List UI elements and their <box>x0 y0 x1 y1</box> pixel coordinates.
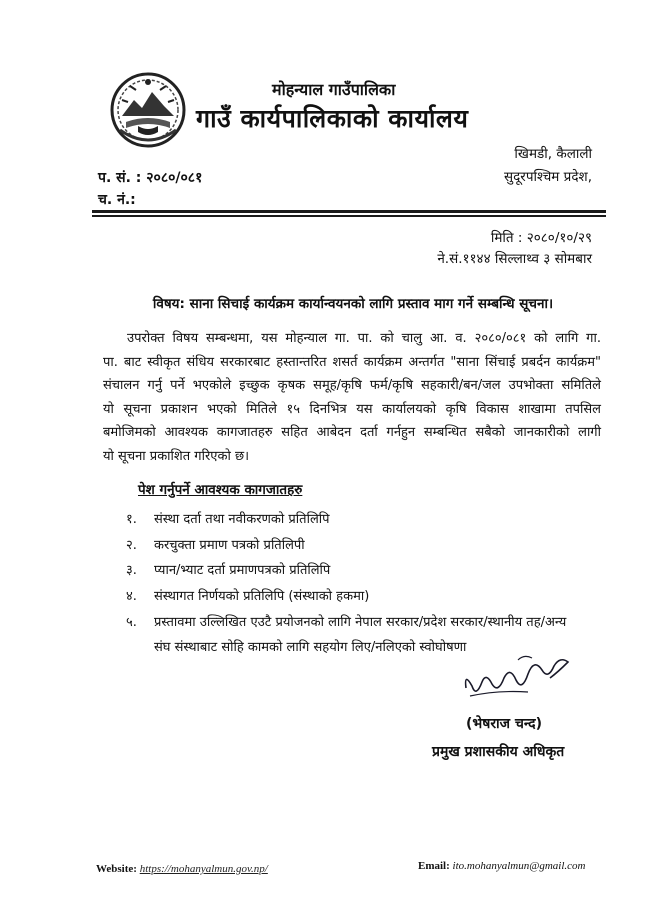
email-link[interactable]: ito.mohanyalmun@gmail.com <box>452 860 586 872</box>
website-label: Website: <box>96 863 137 875</box>
dispatch-number: च. नं.: <box>98 192 136 208</box>
requirement-item-continuation: संघ संस्थाबाट सोहि कामको लागि सहयोग लिए/नलिएको स्वोघोषणा <box>154 640 467 655</box>
requirement-item <box>126 612 566 630</box>
date-line: मिति : २०८०/१०/२९ <box>490 230 592 246</box>
body-line: पा. बाट स्वीकृत संधिय सरकारबाट हस्तान्तरित शसर्त कार्यक्रम अन्तर्गत "साना सिंचाई प्रबर्दन कार्यक्रम" <box>103 354 601 370</box>
item-text: संस्थागत निर्णयको प्रतिलिपि (संस्थाको हकमा) <box>154 589 370 604</box>
body-line: यो सूचना प्रकाशित गरिएको छ। <box>103 448 250 464</box>
address-line-2: सुदूरपश्चिम प्रदेश, <box>504 169 592 185</box>
nepal-emblem-icon <box>108 70 188 150</box>
body-line: यो सूचना प्रकाशन भएको मितिले १५ दिनभित्र यस कार्यालयको कृषि विकास शाखामा तपसिल <box>103 401 601 417</box>
body-line: बमोजिमको आवश्यक कागजातहरु सहित आबेदन दर्ता गर्नहुन सम्बन्धित सबैको जानकारीको लागी <box>103 425 601 440</box>
item-text: प्रस्तावमा उल्लिखित एउटै प्रयोजनको लागि नेपाल सरकार/प्रदेश सरकार/स्थानीय तह/अन्य <box>154 615 567 630</box>
org-name: मोहन्याल गाउँपालिका <box>272 80 396 99</box>
item-text: संस्था दर्ता तथा नवीकरणको प्रतिलिपि <box>154 512 330 527</box>
reference-number: प. सं. : २०८०/०८१ <box>98 170 203 186</box>
email-label: Email: <box>418 860 450 872</box>
item-number: १. <box>126 512 137 527</box>
item-number: ३. <box>126 563 137 578</box>
nepal-sambat-date-line: ने.सं.११४४ सिल्लाथ्व ३ सोमबार <box>437 251 592 267</box>
requirement-item <box>126 509 330 527</box>
footer-website <box>96 863 268 875</box>
address-line-1: खिमडी, कैलाली <box>514 146 592 162</box>
signatory-name: (भेषराज चन्द) <box>466 716 542 732</box>
subject-line: विषय: साना सिचाई कार्यक्रम कार्यान्वयनको लागि प्रस्ताव माग गर्ने सम्बन्धि सूचना। <box>152 296 554 312</box>
body-line: संचालन गर्नु पर्ने भएकोले इच्छुक कृषक समूह/कृषि फर्म/कृषि सहकारी/बन/जल उपभोक्ता समितिले <box>103 378 601 393</box>
item-text: प्यान/भ्याट दर्ता प्रमाणपत्रको प्रतिलिपि <box>154 563 331 578</box>
requirement-item <box>126 586 369 604</box>
requirement-item <box>126 560 330 578</box>
item-number: ५. <box>126 615 137 630</box>
signature-icon <box>458 648 578 708</box>
body-line: उपरोक्त विषय सम्बन्धमा, यस मोहन्याल गा. पा. को चालु आ. व. २०८०/०८१ को लागि गा. <box>127 331 601 346</box>
requirements-title: पेश गर्नुपर्ने आवश्यक कागजातहरु <box>138 482 303 498</box>
header-rule-thin <box>92 215 606 217</box>
website-link[interactable]: https://mohanyalmun.gov.np/ <box>139 863 268 875</box>
footer-email <box>418 860 585 872</box>
signatory-title: प्रमुख प्रशासकीय अधिकृत <box>432 744 565 760</box>
item-text: करचुक्ता प्रमाण पत्रको प्रतिलिपी <box>154 538 305 553</box>
item-number: ४. <box>126 589 137 604</box>
notice-body <box>103 327 601 468</box>
item-number: २. <box>126 538 137 553</box>
header-rule-thick <box>92 210 606 213</box>
office-name: गाउँ कार्यपालिकाको कार्यालय <box>196 104 469 133</box>
requirement-item <box>126 535 305 553</box>
